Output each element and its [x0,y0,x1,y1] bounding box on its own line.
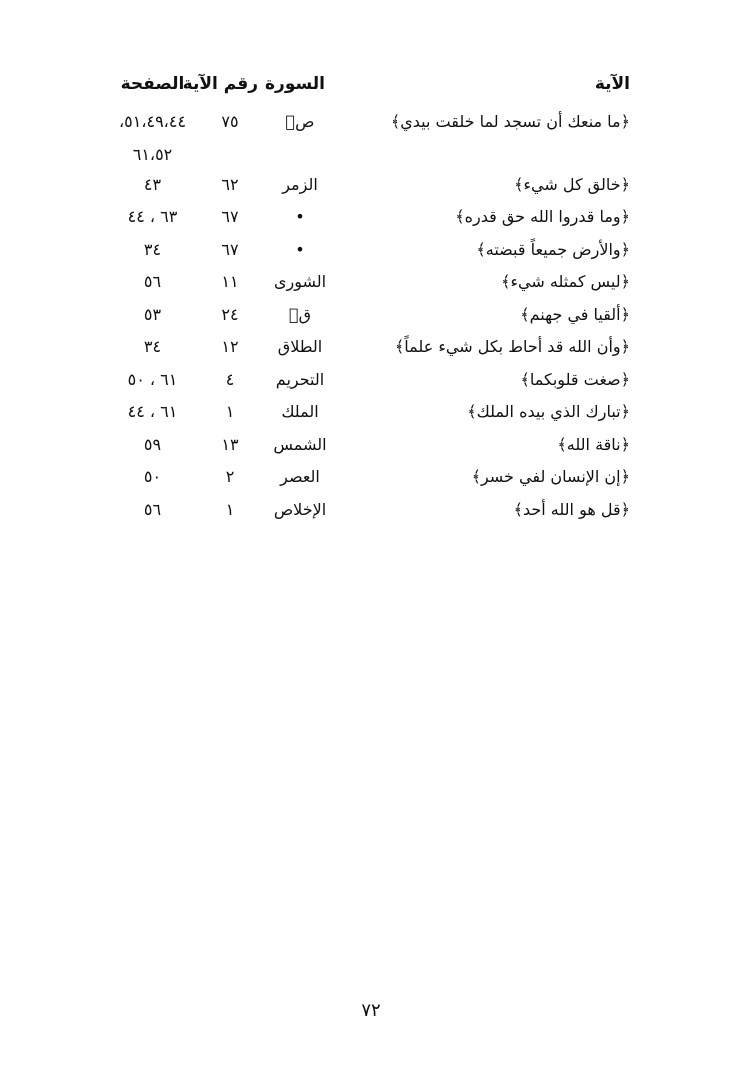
ayah-number: ٦٧ [221,239,239,259]
ayah-text: ﴿ليس كمثله شيء﴾ [501,272,630,291]
surah-name: الشورى [273,272,327,291]
ayah-text: ﴿وأن الله قد أحاط بكل شيء علماً﴾ [394,337,630,356]
table-row-continuation [110,141,630,171]
ayah-number: ٦٢ [221,174,239,194]
page-refs: ٣٤ [143,337,162,356]
table-row [110,333,630,366]
ayah-text: ﴿ناقة الله﴾ [557,434,630,454]
header-surah: السورة [265,74,325,94]
ayah-text: ﴿إن الإنسان لفي خسر﴾ [471,467,630,486]
table-row [110,171,630,204]
table-row [110,268,630,301]
surah-name: صۤ [285,112,315,131]
header-page: الصفحة [120,74,185,94]
header-ayah-number: رقم الآية [182,74,258,94]
page-refs: ٥٦ [143,499,162,519]
ayah-number: ١٣ [221,434,239,454]
table-row [110,463,630,496]
surah-name: العصر [280,467,320,486]
ayah-number: ١ [225,402,235,421]
page-refs: ٥٩ [143,434,162,454]
ayah-text: ﴿قل هو الله أحد﴾ [513,499,630,519]
page-refs: ٦١،٥٢ [132,144,173,164]
table-row [110,366,630,399]
page-refs: ٦١ ، ٥٠ [127,369,178,389]
table-header-row [110,70,630,108]
table-row [110,431,630,464]
surah-name: • [295,207,305,226]
surah-name: قۤ [288,304,311,324]
page-refs: ٥٣ [143,304,162,324]
ayah-text: ﴿ألقيا في جهنم﴾ [520,304,630,324]
surah-name: التحريم [275,369,325,389]
surah-name: الطلاق [277,337,323,356]
ayah-text: ﴿وما قدروا الله حق قدره﴾ [455,207,630,226]
page-refs: ٦٣ ، ٤٤ [127,207,178,226]
header-ayah: الآية [594,74,630,94]
table-row [110,496,630,529]
ayah-text: ﴿خالق كل شيء﴾ [514,174,630,194]
ayah-number: ٢ [225,467,235,486]
table-row [110,203,630,236]
ayah-number: ١٢ [221,337,239,356]
surah-name: الإخلاص [273,499,327,519]
table-row [110,236,630,269]
ayah-number: ١١ [221,272,239,291]
ayah-number: ١ [225,499,235,519]
page-number: ٧٢ [361,1000,381,1021]
surah-name: الملك [281,402,319,421]
surah-name: الشمس [273,434,327,454]
page-refs: ٥٦ [143,272,162,291]
ayah-number: ٢٤ [221,304,239,324]
ayah-text: ﴿تبارك الذي بيده الملك﴾ [467,402,630,421]
ayah-number: ٦٧ [221,207,239,226]
ayah-text: ﴿ما منعك أن تسجد لما خلقت بيدي﴾ [390,112,630,131]
page-refs: ٥٠ [143,467,162,486]
page-refs: ٤٣ [143,174,162,194]
table-row [110,301,630,334]
ayah-number: ٧٥ [221,112,239,131]
table-row [110,398,630,431]
surah-name: الزمر [282,174,318,194]
page-refs: ٥١،٤٩،٤٤، [118,112,187,131]
page-refs: ٣٤ [143,239,162,259]
table-row [110,108,630,141]
ayah-text: ﴿صغت قلوبكما﴾ [520,369,630,389]
ayah-text: ﴿والأرض جميعاً قبضته﴾ [476,239,630,259]
ayah-number: ٤ [225,369,235,389]
verse-index-table [110,70,630,528]
surah-name: • [295,239,305,259]
page-refs: ٦١ ، ٤٤ [127,402,178,421]
